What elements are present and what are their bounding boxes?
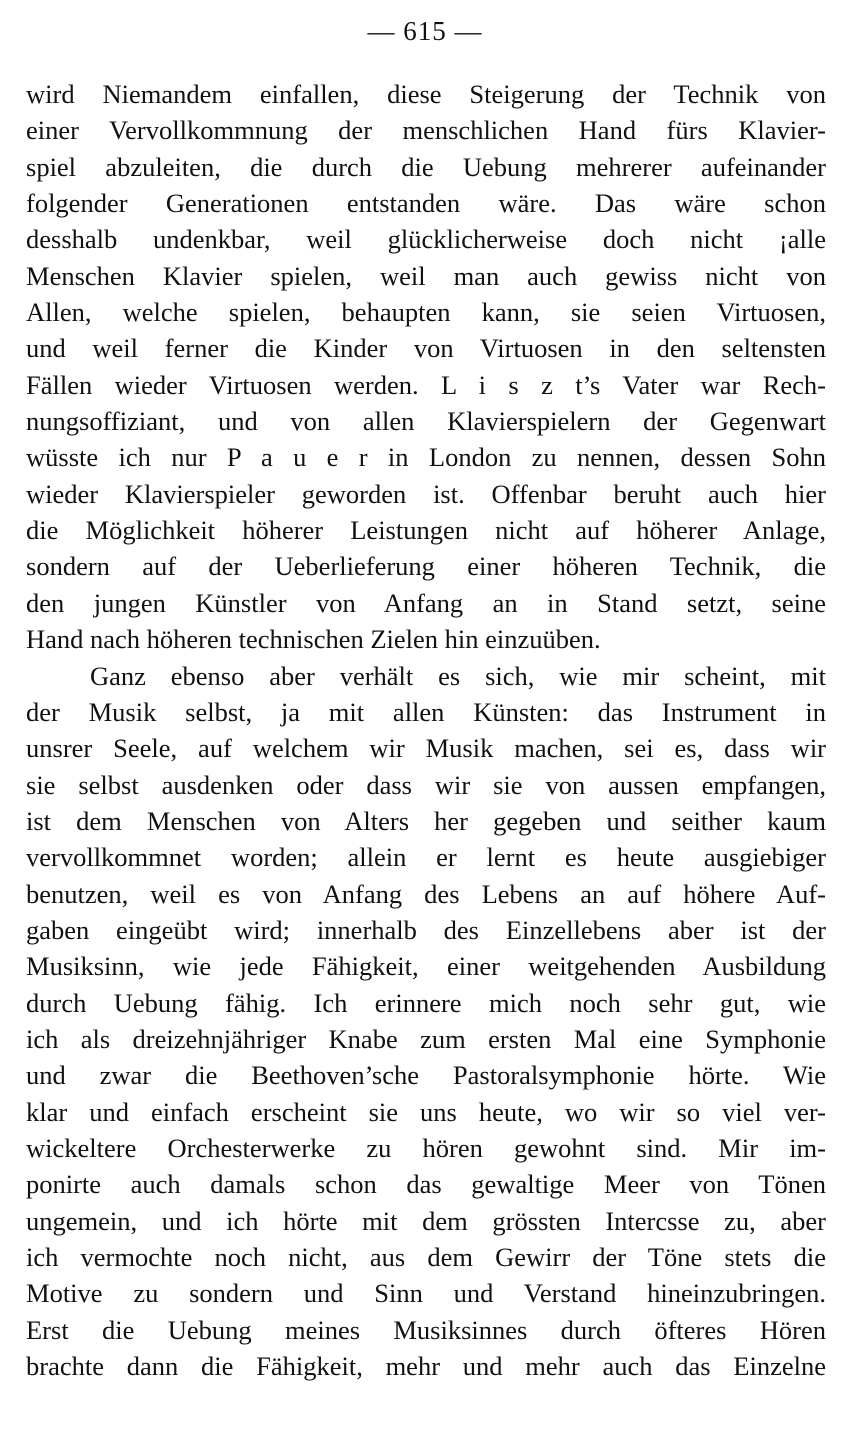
text-line: wird Niemandem einfallen, diese Steigerung der Technik von xyxy=(26,79,826,109)
text-line: Menschen Klavier spielen, weil man auch gewiss nicht von xyxy=(26,260,826,291)
text-line: ungemein, und ich hörte mit dem grössten Intercsse zu, aber xyxy=(26,1205,826,1236)
text-line: Hand nach höheren technischen Zielen hin einzuüben. xyxy=(26,624,601,655)
text-line: brachte dann die Fähigkeit, mehr und mehr auch das Einzelne xyxy=(26,1351,826,1382)
text-line: durch Uebung fähig. Ich erinnere mich noch sehr gut, wie xyxy=(26,987,826,1018)
text-line: ponirte auch damals schon das gewaltige Meer von Tönen xyxy=(26,1169,826,1200)
text-line: folgender Generationen entstanden wäre. Das wäre schon xyxy=(26,188,826,219)
text-line: ich als dreizehnjähriger Knabe zum ersten Mal eine Symphonie xyxy=(26,1023,826,1054)
text-line: spiel abzuleiten, die durch die Uebung mehrerer aufeinander xyxy=(26,151,826,182)
text-line: und zwar die Beethoven’sche Pastoralsymphonie hörte. Wie xyxy=(26,1060,826,1091)
text-line: wüsste ich nur P a u e r in London zu nennen, dessen Sohn xyxy=(26,442,826,473)
text-line: klar und einfach erscheint sie uns heute, wo wir so viel ver- xyxy=(26,1096,826,1127)
text-line: und weil ferner die Kinder von Virtuosen in den seltensten xyxy=(26,333,826,364)
text-line: gaben eingeübt wird; innerhalb des Einzellebens aber ist der xyxy=(26,914,826,945)
text-line: ist dem Menschen von Alters her gegeben und seither kaum xyxy=(26,805,826,836)
text-line: die Möglichkeit höherer Leistungen nicht auf höherer Anlage, xyxy=(26,515,826,546)
text-line: Musiksinn, wie jede Fähigkeit, einer weitgehenden Ausbildung xyxy=(26,951,826,982)
text-line: Allen, welche spielen, behaupten kann, sie seien Virtuosen, xyxy=(26,297,826,328)
text-line: einer Vervollkommnung der menschlichen Hand fürs Klavier- xyxy=(26,115,826,146)
text-line: vervollkommnet worden; allein er lernt es heute ausgiebiger xyxy=(26,842,826,873)
text-line: benutzen, weil es von Anfang des Lebens an auf höhere Auf- xyxy=(26,878,826,909)
text-line: wieder Klavierspieler geworden ist. Offenbar beruht auch hier xyxy=(26,478,826,509)
text-line: ich vermochte noch nicht, aus dem Gewirr der Töne stets die xyxy=(26,1242,826,1272)
page-number: — 615 — xyxy=(367,16,483,46)
text-line: sondern auf der Ueberlieferung einer höheren Technik, die xyxy=(26,551,826,582)
text-line: den jungen Künstler von Anfang an in Stand setzt, seine xyxy=(26,587,826,618)
text-line: Ganz ebenso aber verhält es sich, wie mir scheint, mit xyxy=(90,660,826,691)
text-line: nungsoffiziant, und von allen Klavierspielern der Gegenwart xyxy=(26,406,826,437)
text-line: wickeltere Orchesterwerke zu hören gewohnt sind. Mir im- xyxy=(26,1132,826,1163)
text-line: unsrer Seele, auf welchem wir Musik machen, sei es, dass wir xyxy=(26,733,826,764)
text-line: desshalb undenkbar, weil glücklicherweise doch nicht ¡alle xyxy=(26,224,826,255)
text-line: Fällen wieder Virtuosen werden. L i s z t’s Vater war Rech- xyxy=(26,369,826,400)
text-line: sie selbst ausdenken oder dass wir sie von aussen empfangen, xyxy=(26,769,826,800)
text-line: Erst die Uebung meines Musiksinnes durch öfteres Hören xyxy=(26,1314,826,1345)
body-text xyxy=(26,76,826,1384)
text-line: Motive zu sondern und Sinn und Verstand hineinzubringen. xyxy=(26,1278,826,1309)
text-line: der Musik selbst, ja mit allen Künsten: das Instrument in xyxy=(26,696,826,727)
